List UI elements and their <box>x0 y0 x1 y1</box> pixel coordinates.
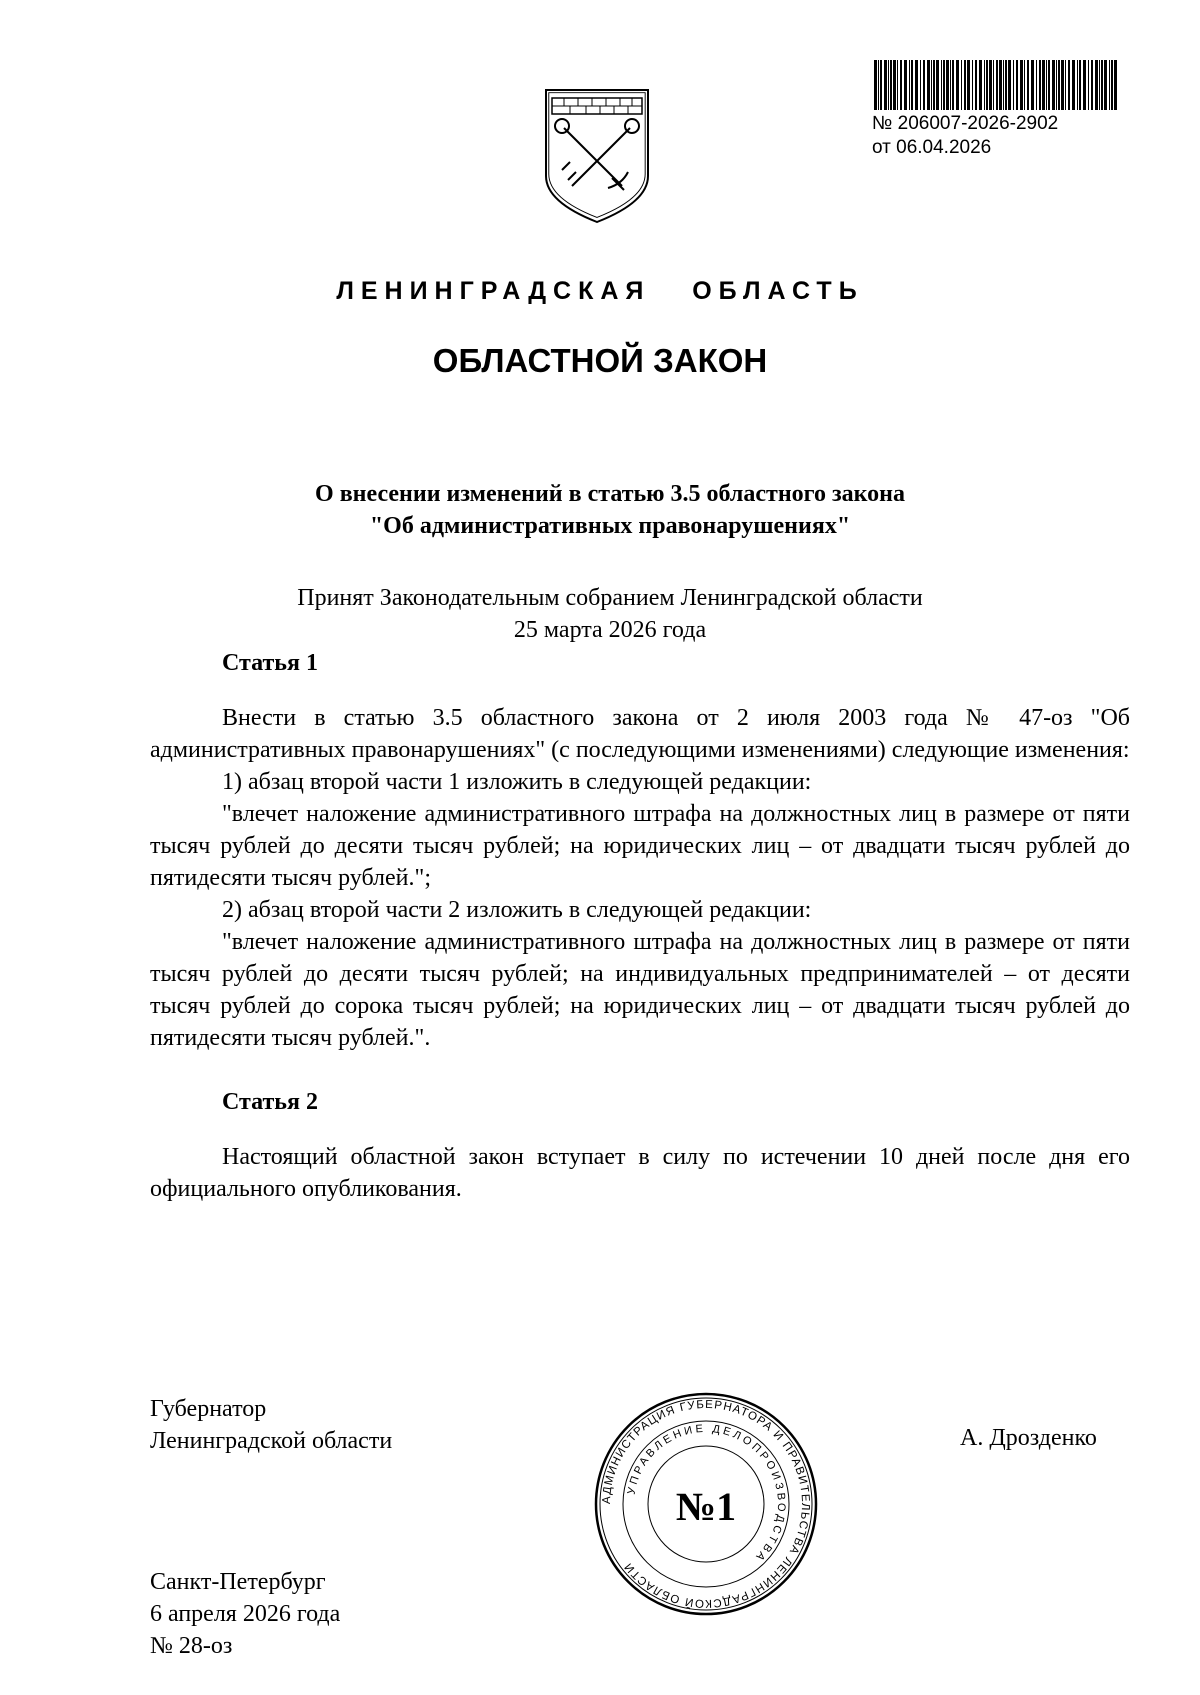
barcode-bar <box>1039 60 1041 110</box>
barcode-bar <box>999 60 1002 110</box>
barcode-bar <box>1083 60 1086 110</box>
barcode-bar <box>1095 60 1098 110</box>
registration-number <box>872 112 1058 160</box>
barcode-bar <box>975 60 977 110</box>
barcode-bar <box>989 60 992 110</box>
barcode-bar <box>915 60 918 110</box>
adoption-date: 25 марта 2026 года <box>513 617 707 643</box>
adoption-line: Принят Законодательным собранием Ленинградской области <box>297 585 923 611</box>
barcode-bar <box>1013 60 1014 110</box>
barcode-bar <box>1077 60 1078 110</box>
barcode-bar <box>950 60 951 110</box>
place-and-date <box>150 1566 340 1662</box>
barcode-bar <box>900 60 902 110</box>
barcode-bar <box>1016 60 1018 110</box>
barcode-bar <box>961 60 962 110</box>
barcode-bar <box>943 60 945 110</box>
barcode-bar <box>920 60 921 110</box>
reg-date-text: от 06.04.2026 <box>872 137 992 158</box>
barcode-bar <box>1099 60 1100 110</box>
barcode-bar <box>1048 60 1050 110</box>
stamp-inner-text-path: УПРАВЛЕНИЕ ДЕЛОПРОИЗВОДСТВА <box>625 1422 788 1565</box>
barcode-bar <box>1091 60 1093 110</box>
barcode-bar <box>993 60 994 110</box>
barcode-bar <box>931 60 932 110</box>
article-paragraph: "влечет наложение административного штрафа на должностных лиц в размере от пяти тысяч рублей до десяти тысяч рублей; на юридических лиц – от двадцати тысяч рублей до пятидесяти тысяч рублей."; <box>150 801 1130 891</box>
article-paragraph: "влечет наложение административного штрафа на должностных лиц в размере от пяти тысяч рублей до десяти тысяч рублей; на индивидуальных предпринимателей – от десяти тысяч рублей до сорока тысяч рублей; на юридических лиц – от двадцати тысяч рублей до пятидесяти тысяч рублей.". <box>150 929 1130 1051</box>
barcode-bar <box>936 60 939 110</box>
article-paragraph: Внести в статью 3.5 областного закона от 2 июля 2003 года № 47-оз "Об административных правонарушениях" (с последующими изменениями) следующие изменения: <box>150 705 1130 763</box>
barcode-bar <box>941 60 942 110</box>
place-city: Санкт-Петербург <box>150 1569 326 1595</box>
position-line: Ленинградской области <box>150 1428 393 1454</box>
barcode-bar <box>1068 60 1070 110</box>
barcode-bar <box>1088 60 1089 110</box>
barcode-bar <box>946 60 949 110</box>
place-date: 6 апреля 2026 года <box>150 1601 341 1627</box>
barcode-bar <box>1031 60 1034 110</box>
barcode-bar <box>933 60 935 110</box>
reg-number-text: № 206007-2026-2902 <box>872 113 1059 134</box>
barcode-bar <box>1111 60 1113 110</box>
barcode-bar <box>923 60 925 110</box>
adoption-note <box>150 582 1070 646</box>
barcode-bar <box>1005 60 1007 110</box>
barcode-bar <box>884 60 887 110</box>
barcode-bar <box>888 60 889 110</box>
barcode-bar <box>897 60 898 110</box>
barcode-bar <box>1042 60 1045 110</box>
barcode-bar <box>984 60 985 110</box>
barcode-bar <box>1061 60 1064 110</box>
barcode <box>872 60 1120 116</box>
stamp-number: №1 <box>675 1484 737 1529</box>
barcode-bar <box>1058 60 1060 110</box>
barcode-bar <box>1008 60 1011 110</box>
position-line: Губернатор <box>150 1396 267 1422</box>
barcode-bar <box>1052 60 1055 110</box>
article-2-heading: Статья 2 <box>222 1089 318 1115</box>
barcode-bar <box>1027 60 1029 110</box>
barcode-bar <box>880 60 882 110</box>
barcode-bar <box>904 60 907 110</box>
coat-of-arms-emblem <box>542 84 652 226</box>
barcode-bar <box>1079 60 1081 110</box>
article-paragraph: 2) абзац второй части 2 изложить в следующей редакции: <box>222 897 812 923</box>
barcode-bar <box>874 60 877 110</box>
barcode-bar <box>972 60 973 110</box>
barcode-bar <box>1114 60 1117 110</box>
barcode-bar <box>1046 60 1047 110</box>
barcode-bar <box>1036 60 1037 110</box>
barcode-bar <box>1024 60 1025 110</box>
region-heading: ЛЕНИНГРАДСКАЯ ОБЛАСТЬ <box>336 277 864 305</box>
barcode-bar <box>1065 60 1066 110</box>
barcode-bar <box>1020 60 1023 110</box>
barcode-bar <box>1056 60 1057 110</box>
document-type-heading: ОБЛАСТНОЙ ЗАКОН <box>432 342 768 379</box>
barcode-bar <box>967 60 970 110</box>
official-stamp <box>592 1390 820 1618</box>
barcode-bar <box>1109 60 1110 110</box>
signatory-name: А. Дрозденко <box>960 1425 1097 1451</box>
barcode-bar <box>878 60 879 110</box>
article-1-heading: Статья 1 <box>222 650 318 676</box>
law-title <box>150 478 1070 542</box>
barcode-bar <box>911 60 913 110</box>
article-paragraph: Настоящий областной закон вступает в силу по истечении 10 дней после дня его официального опубликования. <box>150 1144 1130 1202</box>
barcode-bar <box>964 60 966 110</box>
barcode-bar <box>909 60 910 110</box>
signatory-position <box>150 1393 392 1457</box>
barcode-bar <box>979 60 982 110</box>
barcode-bar <box>1072 60 1075 110</box>
law-number: № 28-оз <box>150 1633 233 1659</box>
article-1-body <box>150 702 1130 1054</box>
barcode-bar <box>927 60 930 110</box>
barcode-bar <box>890 60 892 110</box>
barcode-bar <box>956 60 959 110</box>
barcode-bar <box>1003 60 1004 110</box>
barcode-bar <box>986 60 988 110</box>
barcode-bar <box>1104 60 1107 110</box>
law-title-line: О внесении изменений в статью 3.5 областного закона <box>315 481 905 507</box>
stamp-outer-text-path: АДМИНИСТРАЦИЯ ГУБЕРНАТОРА И ПРАВИТЕЛЬСТВА ЛЕНИНГРАДСКОЙ ОБЛАСТИ <box>600 1398 812 1610</box>
barcode-bar <box>893 60 896 110</box>
article-paragraph: 1) абзац второй части 1 изложить в следующей редакции: <box>222 769 812 795</box>
barcode-bar <box>1101 60 1103 110</box>
barcode-bar <box>996 60 998 110</box>
barcode-bar <box>952 60 954 110</box>
article-2-body <box>150 1141 1130 1205</box>
law-title-line: "Об административных правонарушениях" <box>369 513 851 539</box>
